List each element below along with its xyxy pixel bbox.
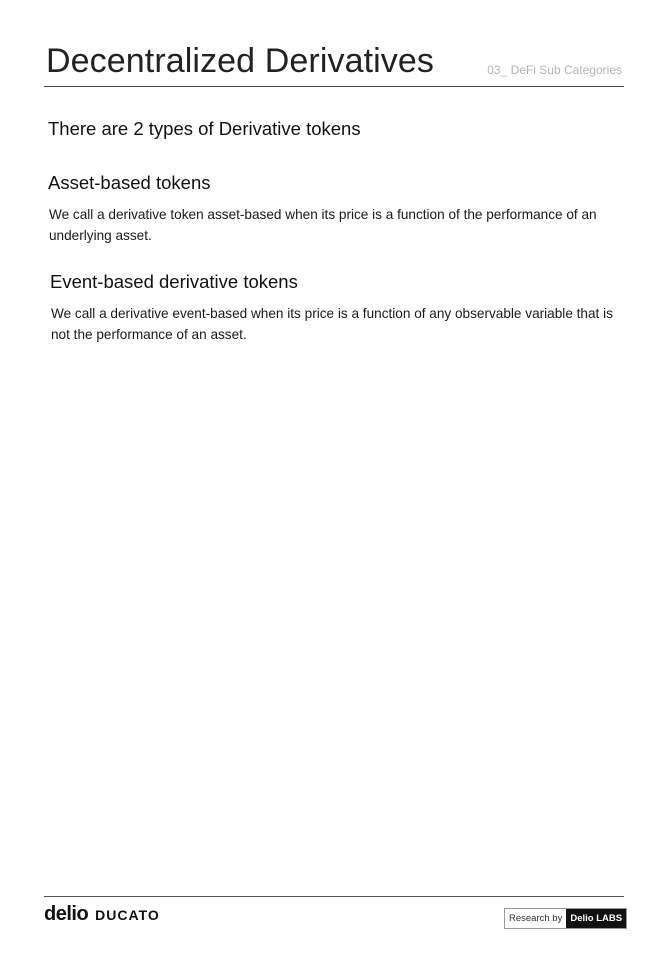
section-asset-based (49, 172, 619, 246)
logo-ducato-text: DUCATO (95, 907, 160, 923)
section-heading: Event-based derivative tokens (50, 271, 298, 292)
badge-brand: Delio LABS (566, 909, 626, 928)
section-body: We call a derivative event-based when its price is a function of any observable variable that is not the performance of an asset. (51, 306, 613, 342)
research-by-badge (504, 908, 627, 929)
badge-prefix: Research by (505, 909, 566, 928)
section-event-based (51, 271, 621, 345)
footer-divider (44, 896, 624, 897)
page-title: Decentralized Derivatives (46, 42, 434, 80)
delio-ducato-logo (44, 903, 160, 927)
section-tag: 03_ DeFi Sub Categories (487, 63, 622, 77)
section-body: We call a derivative token asset-based when its price is a function of the performance of an underlying asset. (49, 207, 597, 243)
intro-heading: There are 2 types of Derivative tokens (48, 118, 361, 139)
section-heading: Asset-based tokens (48, 172, 211, 193)
header-divider (44, 86, 624, 87)
logo-delio-text: delio (44, 903, 89, 925)
